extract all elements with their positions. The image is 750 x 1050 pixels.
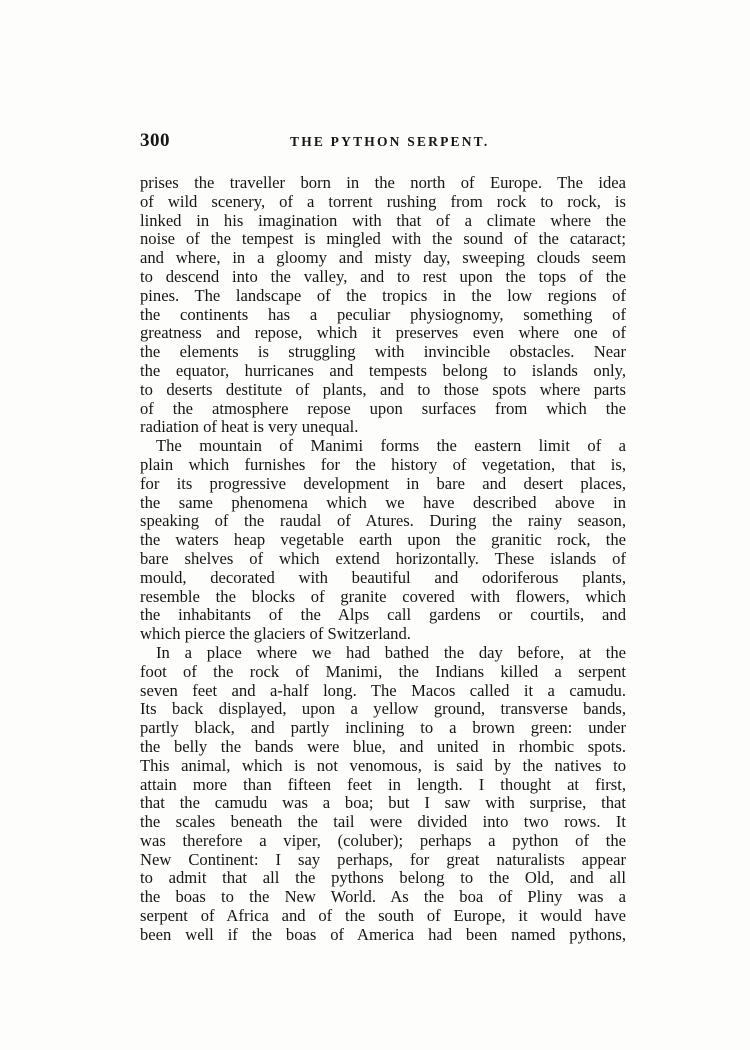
text-line: was therefore a viper, (coluber); perhaps a python of the xyxy=(140,830,626,850)
text-line: noise of the tempest is mingled with the sound of the cataract; xyxy=(140,229,626,249)
text-line: greatness and repose, which it preserves even where one of xyxy=(140,323,626,343)
text-line: attain more than fifteen feet in length. I thought at first, xyxy=(140,774,626,794)
text-line: partly black, and partly inclining to a brown green: under xyxy=(140,718,626,738)
text-line: to admit that all the pythons belong to the Old, and all xyxy=(140,868,626,888)
text-line: the belly the bands were blue, and united in rhombic spots. xyxy=(140,736,626,756)
text-line: prises the traveller born in the north of Europe. The idea xyxy=(140,173,626,192)
text-line: bare shelves of which extend horizontally. These islands of xyxy=(140,548,626,568)
text-line: In a place where we had bathed the day before, at the xyxy=(156,642,626,662)
text-line: New Continent: I say perhaps, for great naturalists appear xyxy=(140,849,626,869)
text-line: of wild scenery, of a torrent rushing from rock to rock, is xyxy=(140,191,626,211)
body-text xyxy=(140,174,626,945)
text-line: the inhabitants of the Alps call gardens or courtils, and xyxy=(140,605,626,625)
text-line: The mountain of Manimi forms the eastern limit of a xyxy=(156,436,626,456)
text-line: to deserts destitute of plants, and to those spots where parts xyxy=(140,379,626,399)
text-line: serpent of Africa and of the south of Europe, it would have xyxy=(140,906,626,926)
running-title: THE PYTHON SERPENT. xyxy=(290,134,490,149)
text-line: speaking of the raudal of Atures. During the rainy season, xyxy=(140,511,626,531)
text-line: the equator, hurricanes and tempests belong to islands only, xyxy=(140,360,626,380)
text-line: the elements is struggling with invincible obstacles. Near xyxy=(140,342,626,362)
text-line: that the camudu was a boa; but I saw with surprise, that xyxy=(140,793,626,813)
text-line: plain which furnishes for the history of vegetation, that is, xyxy=(140,454,626,474)
text-line: Its back displayed, upon a yellow ground, transverse bands, xyxy=(140,699,626,719)
text-line: seven feet and a-half long. The Macos called it a camudu. xyxy=(140,680,626,700)
text-line: of the atmosphere repose upon surfaces from which the xyxy=(140,398,626,418)
text-line: the boas to the New World. As the boa of Pliny was a xyxy=(140,887,626,907)
text-line: the same phenomena which we have described above in xyxy=(140,492,626,512)
text-line: resemble the blocks of granite covered with flowers, which xyxy=(140,586,626,606)
text-line: been well if the boas of America had been named pythons, xyxy=(140,924,626,944)
text-line: the waters heap vegetable earth upon the granitic rock, the xyxy=(140,530,626,550)
text-line: pines. The landscape of the tropics in the low regions of xyxy=(140,285,626,305)
text-line: the scales beneath the tail were divided into two rows. It xyxy=(140,812,626,832)
text-line: This animal, which is not venomous, is said by the natives to xyxy=(140,755,626,775)
text-line: the continents has a peculiar physiognomy, something of xyxy=(140,304,626,324)
text-line: for its progressive development in bare and desert places, xyxy=(140,473,626,493)
text-line: which pierce the glaciers of Switzerland. xyxy=(140,624,411,644)
text-line: to descend into the valley, and to rest upon the tops of the xyxy=(140,266,626,286)
text-line: foot of the rock of Manimi, the Indians killed a serpent xyxy=(140,661,626,681)
text-line: radiation of heat is very unequal. xyxy=(140,417,359,437)
text-line: mould, decorated with beautiful and odoriferous plants, xyxy=(140,567,626,587)
text-line: and where, in a gloomy and misty day, sweeping clouds seem xyxy=(140,248,626,268)
running-head xyxy=(140,130,626,156)
page-number: 300 xyxy=(140,130,170,151)
text-line: linked in his imagination with that of a climate where the xyxy=(140,210,626,230)
